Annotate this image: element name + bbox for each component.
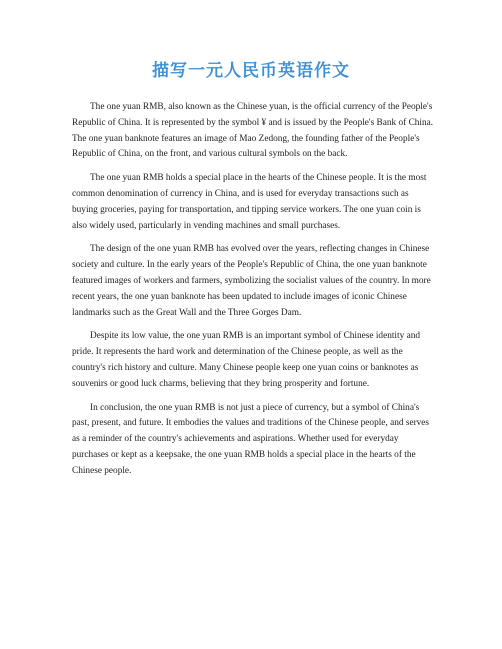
- paragraph-5: In conclusion, the one yuan RMB is not just a piece of currency, but a symbol of China's past, present, and future. It embodies the values and traditions of the Chinese people, and serves as a reminder of the country's achievements and aspirations. Whether used for everyday purchases or kept as a keepsake, the one yuan RMB holds a special place in the hearts of the Chinese people.: [72, 402, 430, 476]
- paragraph-1: The one yuan RMB, also known as the Chinese yuan, is the official currency of the People's Republic of China. It is represented by the symbol ¥ and is issued by the People's Bank of China. The one yuan banknote features an image of Mao Zedong, the founding father of the People's Republic of China, on the front, and various cultural symbols on the back.: [72, 102, 434, 160]
- document-title: 描写一元人民币英语作文: [152, 61, 350, 81]
- paragraph-2: The one yuan RMB holds a special place in the hearts of the Chinese people. It is the most common denomination of currency in China, and is used for everyday transactions such as buying groceries, paying for transportation, and tipping service workers. The one yuan coin is also widely used, particularly in vending machines and small purchases.: [72, 173, 427, 231]
- document-body: [72, 100, 434, 488]
- paragraph-3: The design of the one yuan RMB has evolved over the years, reflecting changes in Chinese society and culture. In the early years of the People's Republic of China, the one yuan banknote featured images of workers and farmers, symbolizing the socialist values of the country. In more recent years, the one yuan banknote has been updated to include images of iconic Chinese landmarks such as the Great Wall and the Three Gorges Dam.: [72, 244, 431, 318]
- paragraph-4: Despite its low value, the one yuan RMB is an important symbol of Chinese identity and pride. It represents the hard work and determination of the Chinese people, as well as the country's rich history and culture. Many Chinese people keep one yuan coins or banknotes as souvenirs or good luck charms, believing that they bring prosperity and fortune.: [72, 331, 420, 389]
